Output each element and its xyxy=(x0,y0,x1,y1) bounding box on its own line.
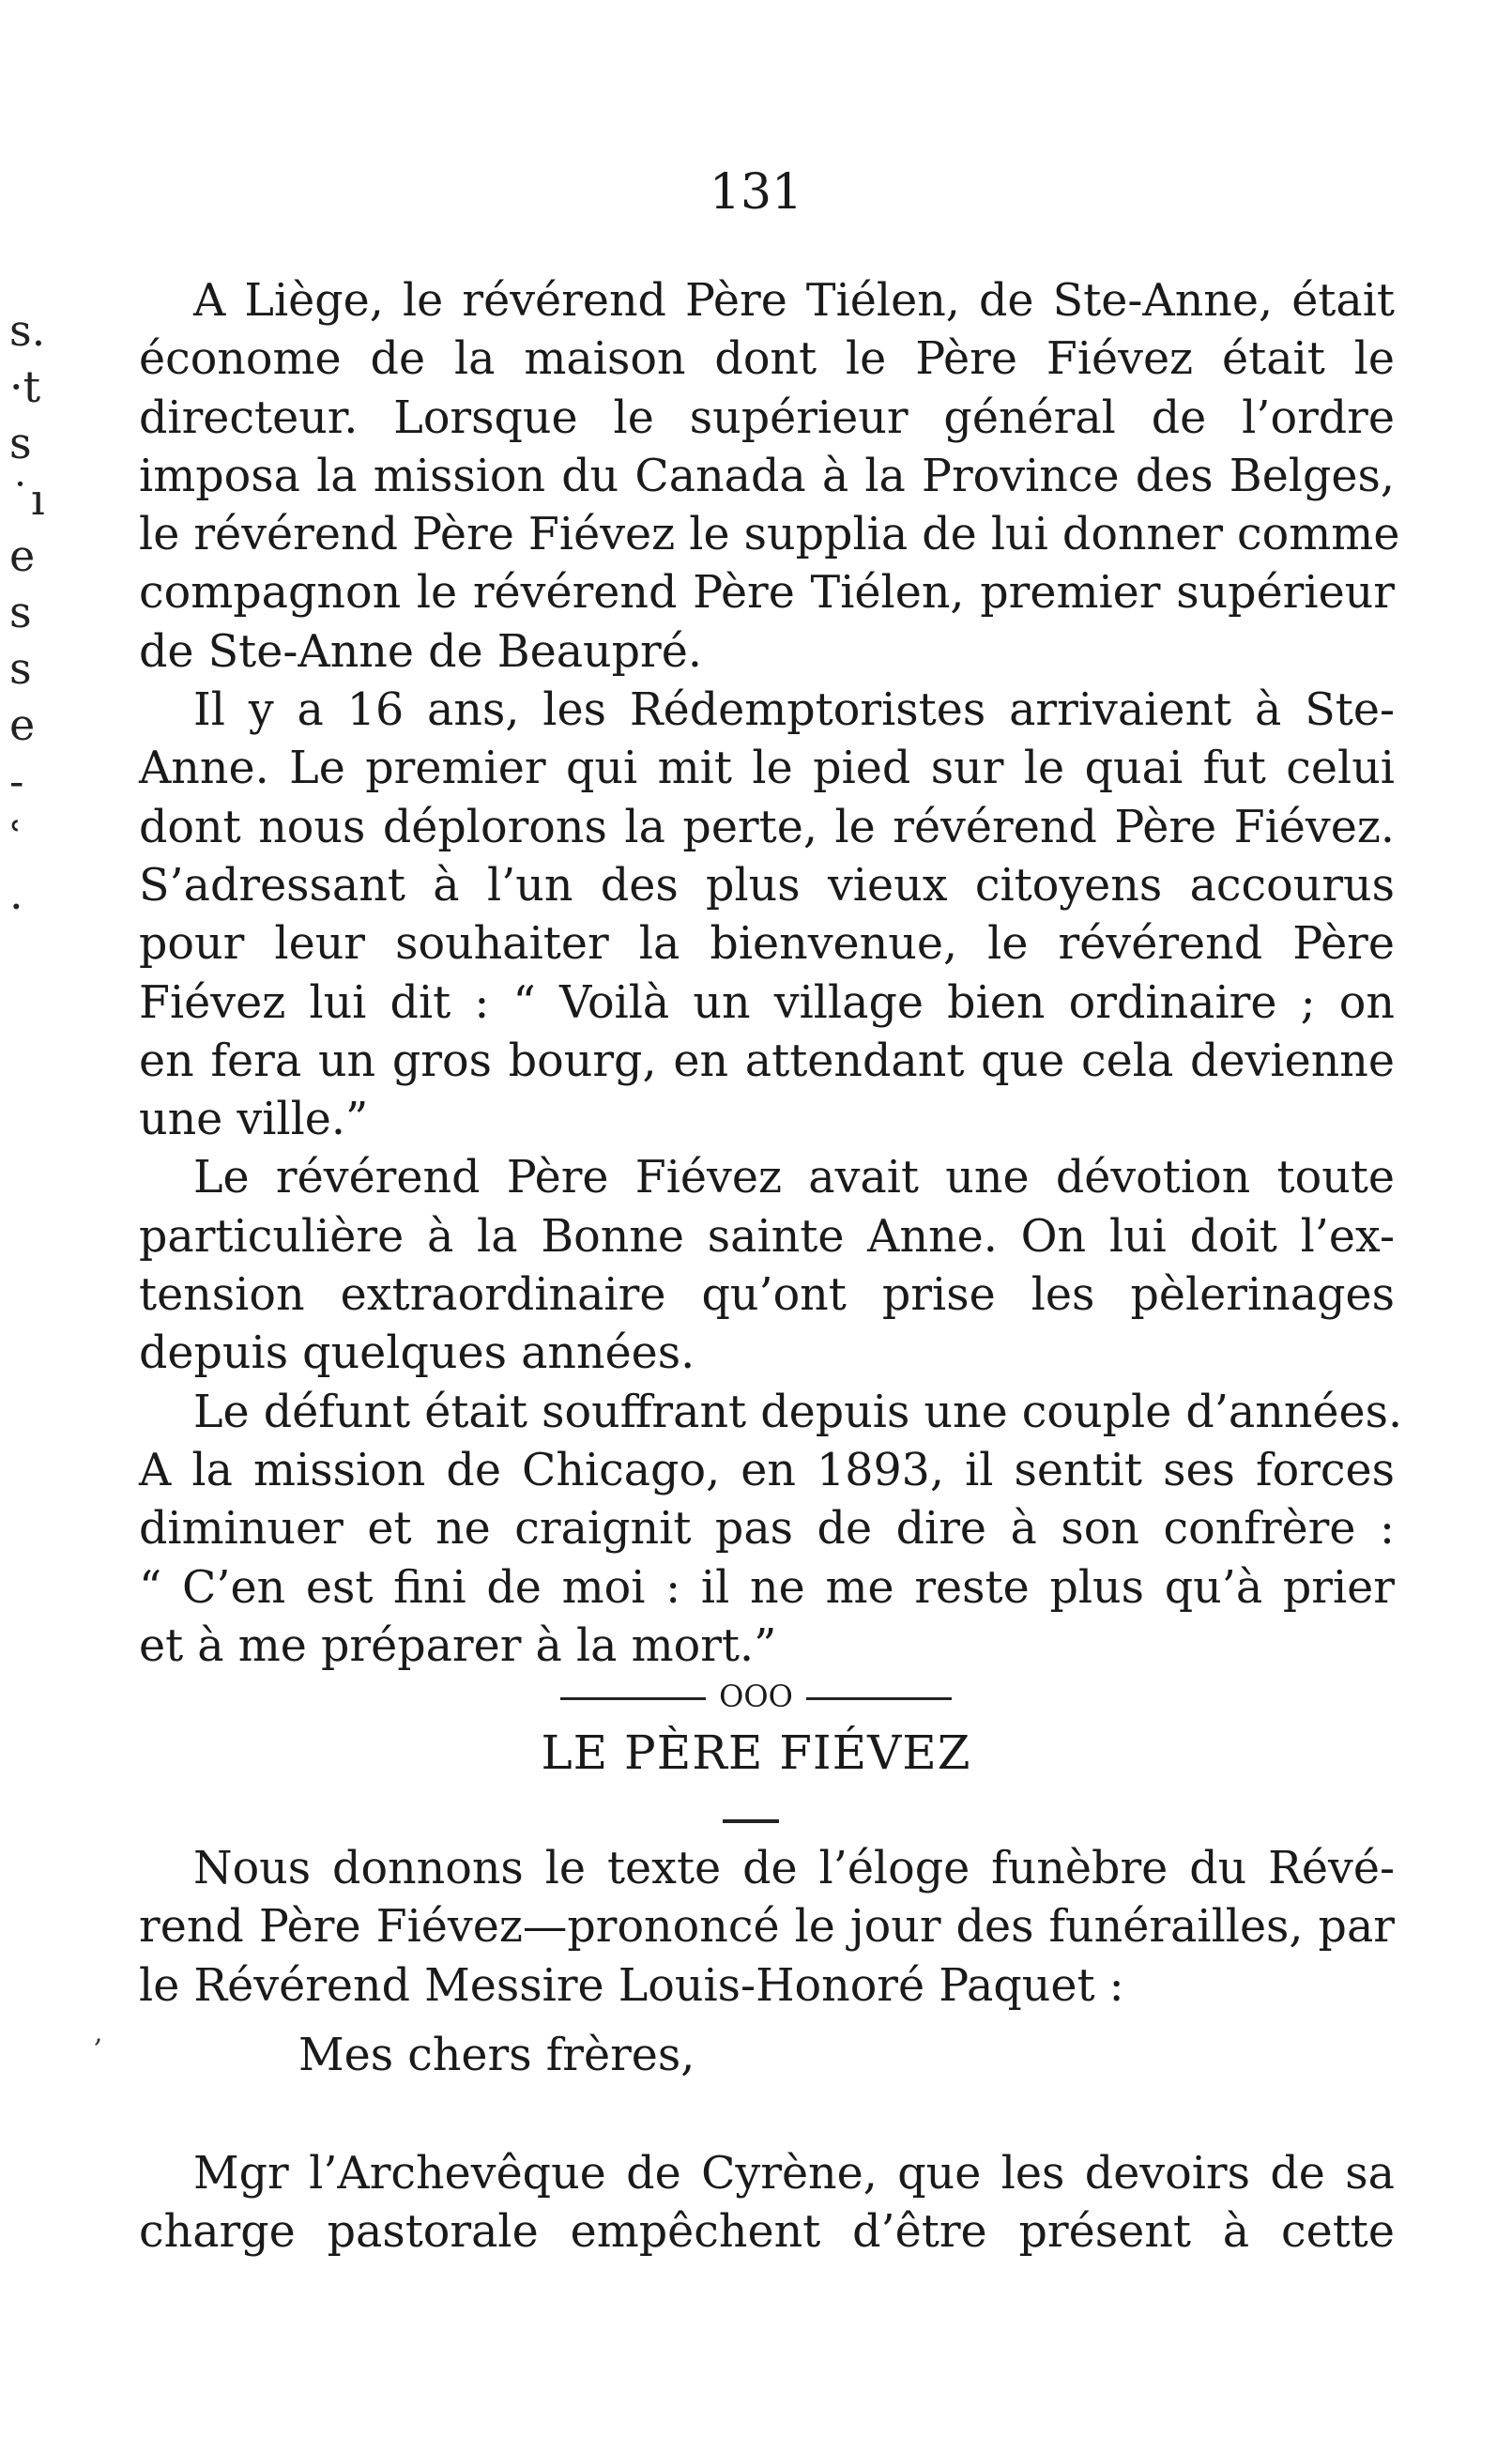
text-line: Le révérend Père Fiévez avait une dévotion toute xyxy=(193,1152,1395,1204)
text-line: en fera un gros bourg, en attendant que cela devienne xyxy=(139,1035,1395,1087)
margin-char: ʿ xyxy=(9,812,23,863)
heading-dash-rule xyxy=(723,1819,779,1823)
margin-char: - xyxy=(9,756,24,806)
text-line: “ C’en est fini de moi : il ne me reste plus qu’à prier xyxy=(139,1561,1395,1614)
salutation: Mes chers frères, xyxy=(298,2030,695,2081)
text-line: A la mission de Chicago, en 1893, il sentit ses forces xyxy=(139,1444,1395,1496)
section-heading: LE PÈRE FIÉVEZ xyxy=(541,1725,971,1780)
separator-rule-right xyxy=(806,1697,952,1700)
margin-char: s. xyxy=(9,305,46,356)
body-text-block-3 xyxy=(139,2145,1395,2262)
section-separator xyxy=(0,1677,1512,1715)
page-number: 131 xyxy=(709,164,803,221)
text-line: une ville.” xyxy=(139,1094,369,1146)
text-line: Nous donnons le texte de l’éloge funèbre du Révé- xyxy=(193,1843,1395,1894)
text-line: Anne. Le premier qui mit le pied sur le quai fut celui xyxy=(139,743,1395,795)
text-line: diminuer et ne craignit pas de dire à son confrère : xyxy=(139,1503,1395,1556)
text-line: Le défunt était souffrant depuis une couple d’années. xyxy=(193,1386,1403,1438)
text-line: pour leur souhaiter la bienvenue, le révérend Père xyxy=(139,918,1395,971)
margin-char: . xyxy=(9,868,23,919)
text-line: charge pastorale empêchent d’être présent à cette xyxy=(139,2206,1395,2259)
text-line: de Ste-Anne de Beaupré. xyxy=(139,625,702,678)
text-line: et à me préparer à la mort.” xyxy=(139,1619,777,1672)
text-line: rend Père Fiévez—prononcé le jour des funérailles, par xyxy=(139,1901,1395,1954)
margin-char: ˙ı xyxy=(9,474,45,525)
text-line: compagnon le révérend Père Tiélen, premier supérieur xyxy=(139,567,1395,620)
margin-char: s xyxy=(9,643,32,694)
separator-rule-left xyxy=(560,1697,706,1700)
separator-mark: OOO xyxy=(719,1679,793,1714)
body-text-block-1 xyxy=(139,272,1403,1676)
margin-char: ·t xyxy=(9,361,41,412)
text-line: particulière à la Bonne sainte Anne. On lui doit l’ex- xyxy=(139,1210,1395,1263)
text-line: A Liège, le révérend Père Tiélen, de Ste-Anne, était xyxy=(193,275,1395,327)
text-line: économe de la maison dont le Père Fiévez était le xyxy=(139,333,1395,386)
margin-bleed-text xyxy=(9,302,47,922)
text-line: directeur. Lorsque le supérieur général de l’ordre xyxy=(139,391,1395,444)
text-line: Fiévez lui dit : “ Voilà un village bien ordinaire ; on xyxy=(139,976,1395,1029)
margin-char: s xyxy=(9,418,32,468)
text-line: le Révérend Messire Louis-Honoré Paquet : xyxy=(139,1959,1124,2012)
stray-mark: , xyxy=(94,2016,103,2049)
margin-char: e xyxy=(9,530,36,581)
text-line: depuis quelques années. xyxy=(139,1327,695,1380)
text-line: dont nous déplorons la perte, le révérend Père Fiévez. xyxy=(139,801,1395,853)
text-line: imposa la mission du Canada à la Province des Belges, xyxy=(139,450,1395,502)
margin-char: s xyxy=(9,587,32,637)
text-line: Il y a 16 ans, les Rédemptoristes arrivaient à Ste- xyxy=(193,684,1395,737)
text-line: Mgr l’Archevêque de Cyrène, que les devoirs de sa xyxy=(193,2148,1395,2200)
body-text-block-2 xyxy=(139,1840,1395,2016)
text-line: le révérend Père Fiévez le supplia de lui donner comme xyxy=(139,509,1400,561)
text-line: tension extraordinaire qu’ont prise les pèlerinages xyxy=(139,1269,1395,1322)
margin-char: e xyxy=(9,699,36,750)
text-line: S’adressant à l’un des plus vieux citoyens accourus xyxy=(139,859,1395,912)
